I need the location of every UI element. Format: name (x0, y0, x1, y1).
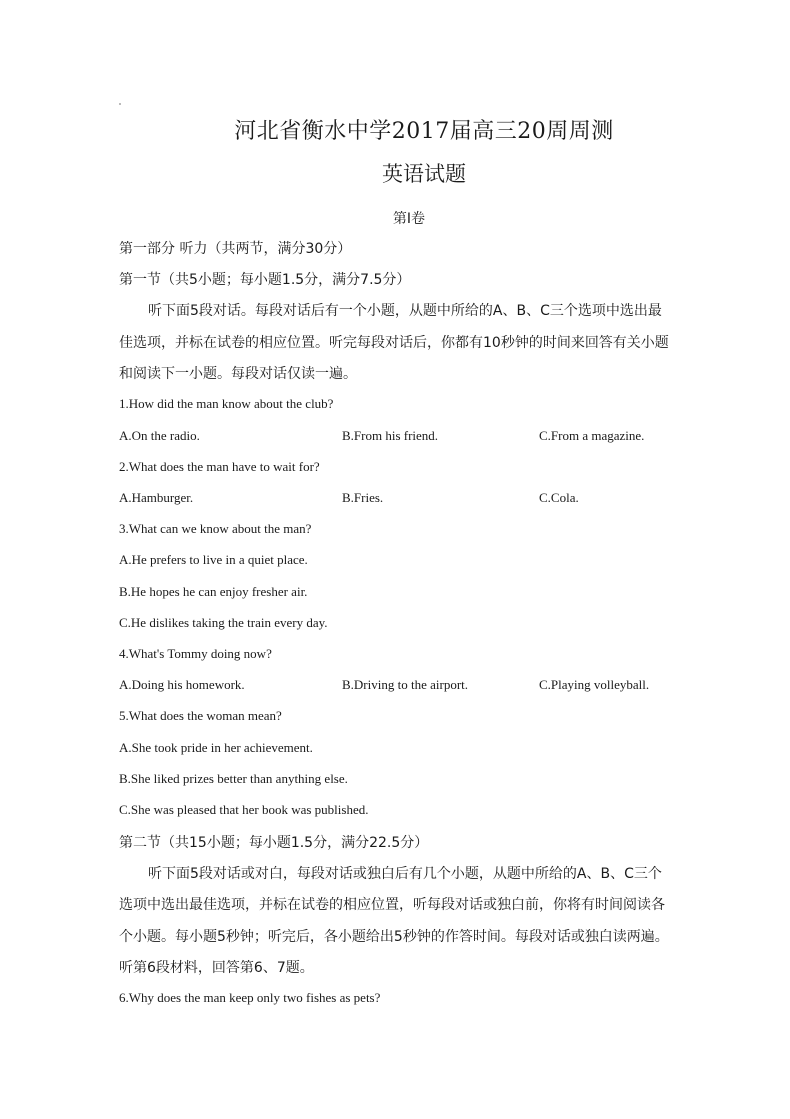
section2-instruction-line: 选项中选出最佳选项，并标在试卷的相应位置，听每段对话或独白前，你将有时间阅读各 (119, 897, 665, 913)
option-c: C.She was pleased that her book was published. (119, 802, 369, 817)
question-stem: 5.What does the woman mean? (119, 708, 282, 723)
option-b: B.He hopes he can enjoy fresher air. (119, 584, 308, 599)
option-c: C.From a magazine. (539, 428, 645, 443)
option-c: C.He dislikes taking the train every day. (119, 615, 328, 630)
option-a: A.She took pride in her achievement. (119, 740, 313, 755)
section2-instruction-line: 听下面5段对话或对白，每段对话或独白后有几个小题，从题中所给的A、B、C三个 (148, 866, 662, 882)
question-stem: 1.How did the man know about the club? (119, 396, 334, 411)
option-b: B.From his friend. (342, 428, 439, 443)
question-stem: 2.What does the man have to wait for? (119, 459, 320, 474)
option-b: B.Fries. (342, 490, 384, 505)
part1-heading: 第一部分 听力（共两节，满分30分） (119, 241, 352, 257)
option-c: C.Cola. (539, 490, 579, 505)
section1-instruction-line: 和阅读下一小题。每段对话仅读一遍。 (119, 366, 357, 382)
question-stem: 3.What can we know about the man? (119, 521, 312, 536)
scan-speck (119, 103, 121, 105)
option-b: B.She liked prizes better than anything else. (119, 771, 348, 786)
option-c: C.Playing volleyball. (539, 677, 650, 692)
section1-instruction-line: 听下面5段对话。每段对话后有一个小题，从题中所给的A、B、C三个选项中选出最 (148, 303, 662, 319)
section2-heading: 第二节（共15小题；每小题1.5分，满分22.5分） (119, 835, 429, 851)
option-a: A.On the radio. (119, 428, 200, 443)
section2-instruction-line: 个小题。每小题5秒钟；听完后，各小题给出5秒钟的作答时间。每段对话或独白读两遍。 (119, 929, 669, 945)
section1-instruction-line: 佳选项，并标在试卷的相应位置。听完每段对话后，你都有10秒钟的时间来回答有关小题 (119, 335, 669, 351)
section1-heading: 第一节（共5小题；每小题1.5分，满分7.5分） (119, 272, 411, 288)
question-stem: 6.Why does the man keep only two fishes as pets? (119, 990, 381, 1005)
option-a: A.He prefers to live in a quiet place. (119, 552, 308, 567)
question-stem: 4.What's Tommy doing now? (119, 646, 272, 661)
option-b: B.Driving to the airport. (342, 677, 469, 692)
exam-title: 河北省衡水中学2017届高三20周周测 (234, 119, 614, 144)
volume-label: 第Ⅰ卷 (392, 211, 426, 227)
section2-prompt: 听第6段材料，回答第6、7题。 (119, 960, 314, 976)
option-a: A.Doing his homework. (119, 677, 245, 692)
exam-subtitle: 英语试题 (382, 162, 466, 186)
option-a: A.Hamburger. (119, 490, 194, 505)
